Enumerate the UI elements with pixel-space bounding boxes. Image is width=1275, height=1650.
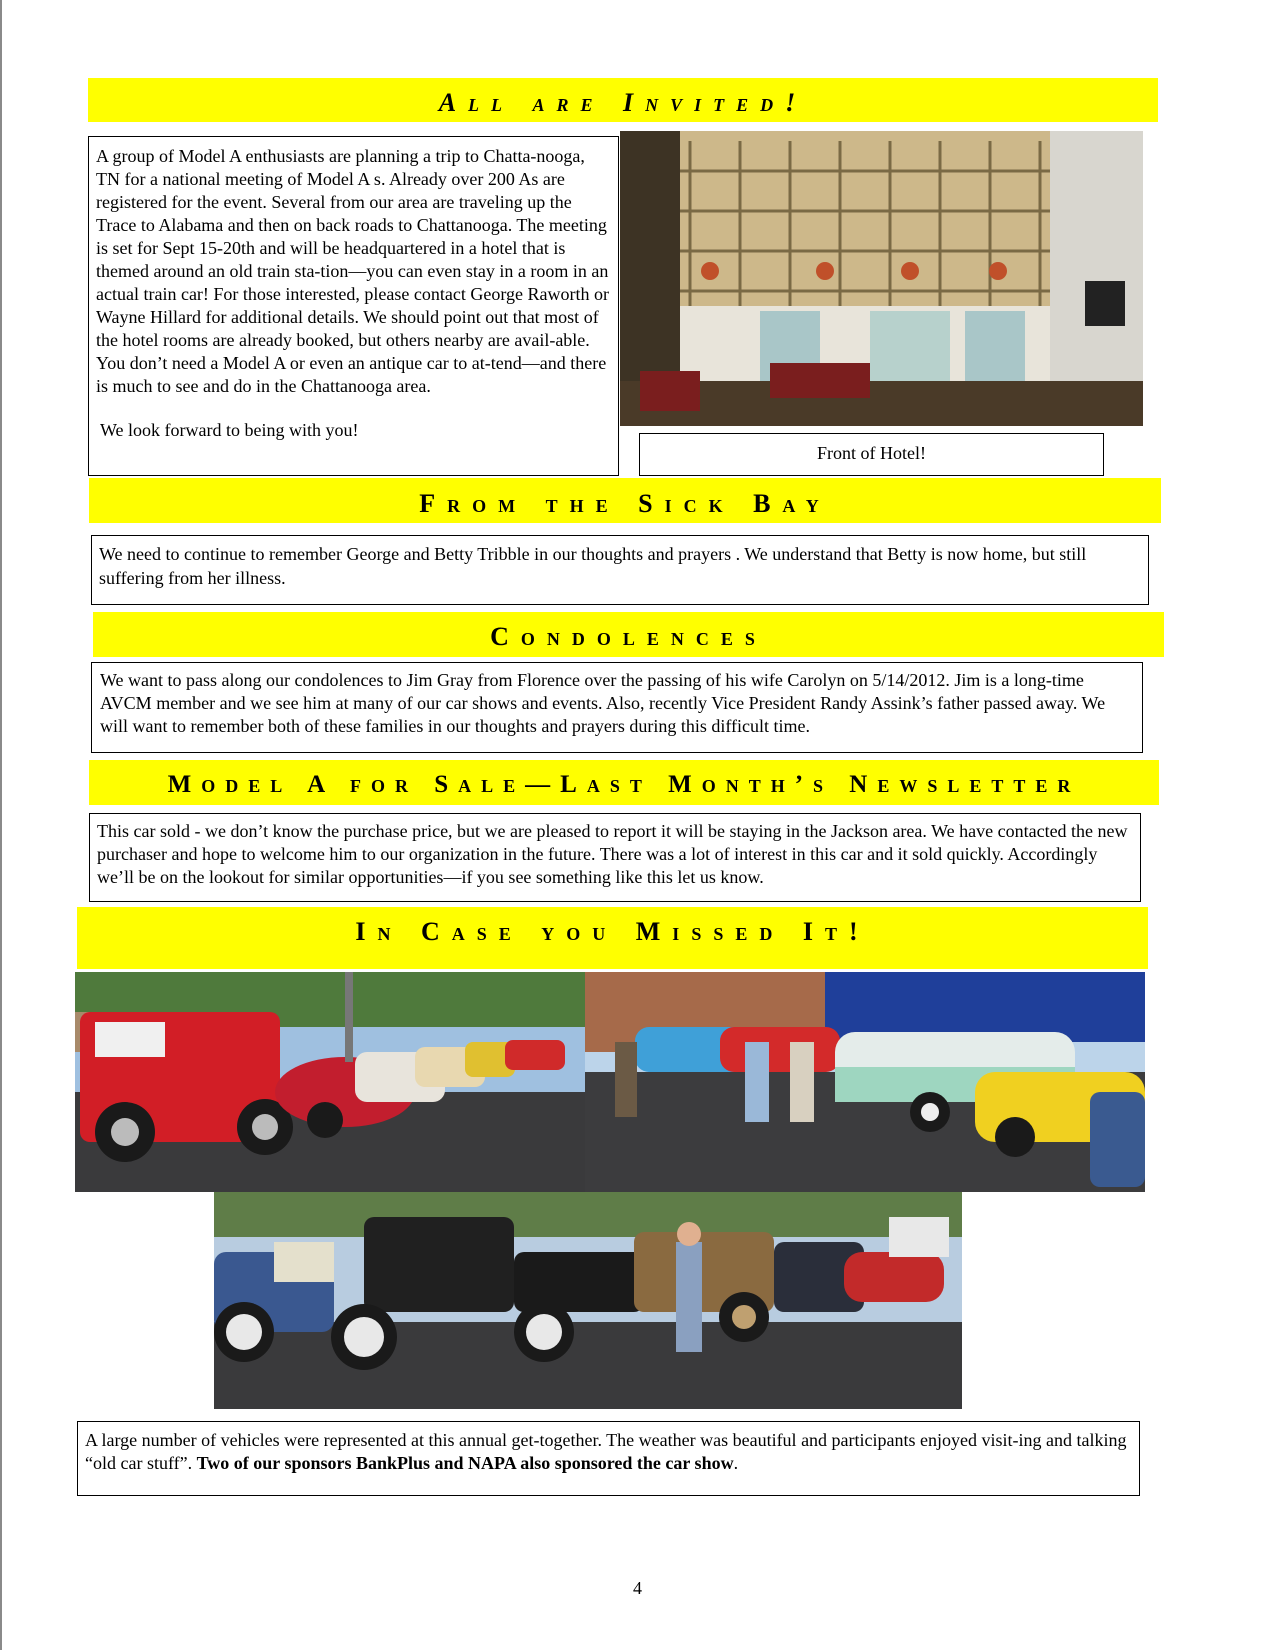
page-number: 4 xyxy=(633,1578,642,1598)
page-left-rule xyxy=(0,0,2,1650)
section-title-condolences: Condolences xyxy=(93,612,1164,657)
invited-body: A group of Model A enthusiasts are planning a trip to Chatta-nooga, TN for a national meeting of Model A s. Already over 200 As are registered for the event. Several from our area are traveling up the Trace to Alabama and then on back roads to Chattanooga. The meeting is set for Sept 15-20th and will be headquartered in a hotel that is themed around an old train sta-tion—you can even stay in a room in an actual train car! For those interested, please contact George Raworth or Wayne Hillard for additional details. We should point out that most of the hotel rooms are already booked, but others nearby are avail-able. You don’t need a Model A or even an antique car to at-tend—and there is much to see and do in the Chattanooga area. xyxy=(96,146,609,396)
sick-bay-title: From the Sick Bay xyxy=(419,489,831,518)
car-show-photo-left xyxy=(75,972,585,1192)
hotel-photo-caption: Front of Hotel! xyxy=(639,433,1104,476)
invited-article xyxy=(88,136,619,476)
model-a-sale-article: This car sold - we don’t know the purchase price, but we are pleased to report it will be staying in the Jackson area. We have contacted the new purchaser and hope to welcome him to our organization in the future. There was a lot of interest in this car and it sold quickly. Accordingly we’ll be on the lookout for similar opportunities—if you see something like this let us know. xyxy=(89,813,1141,902)
missed-it-article xyxy=(77,1421,1140,1496)
missed-it-sponsors: Two of our sponsors BankPlus and NAPA also sponsored the car show xyxy=(196,1453,734,1473)
car-show-photo-bottom xyxy=(214,1192,962,1409)
section-title-sick-bay xyxy=(89,478,1161,523)
section-title-model-a-sale: Model A for Sale—Last Month’s Newsletter xyxy=(89,760,1159,805)
car-show-photo-right xyxy=(585,972,1145,1192)
sick-bay-article: We need to continue to remember George and Betty Tribble in our thoughts and prayers . We understand that Betty is now home, but still suffering from her illness. xyxy=(91,535,1149,605)
invited-closing: We look forward to being with you! xyxy=(100,420,359,440)
section-title-missed-it: In Case you Missed It! xyxy=(77,907,1148,969)
section-title-invited: All are Invited! xyxy=(88,78,1158,122)
missed-it-body-end: . xyxy=(733,1453,739,1473)
hotel-lobby-photo xyxy=(620,131,1143,426)
missed-it-body: A large number of vehicles were represented at this annual get-together. The weather was beautiful and participants enjoyed visit-ing and talking “old car stuff”. xyxy=(85,1430,1127,1473)
condolences-article: We want to pass along our condolences to Jim Gray from Florence over the passing of his wife Carolyn on 5/14/2012. Jim is a long-time AVCM member and we see him at many of our car shows and events. Also, recently Vice President Randy Assink’s father passed away. We will want to remember both of these families in our thoughts and prayers during this difficult time. xyxy=(91,662,1143,753)
